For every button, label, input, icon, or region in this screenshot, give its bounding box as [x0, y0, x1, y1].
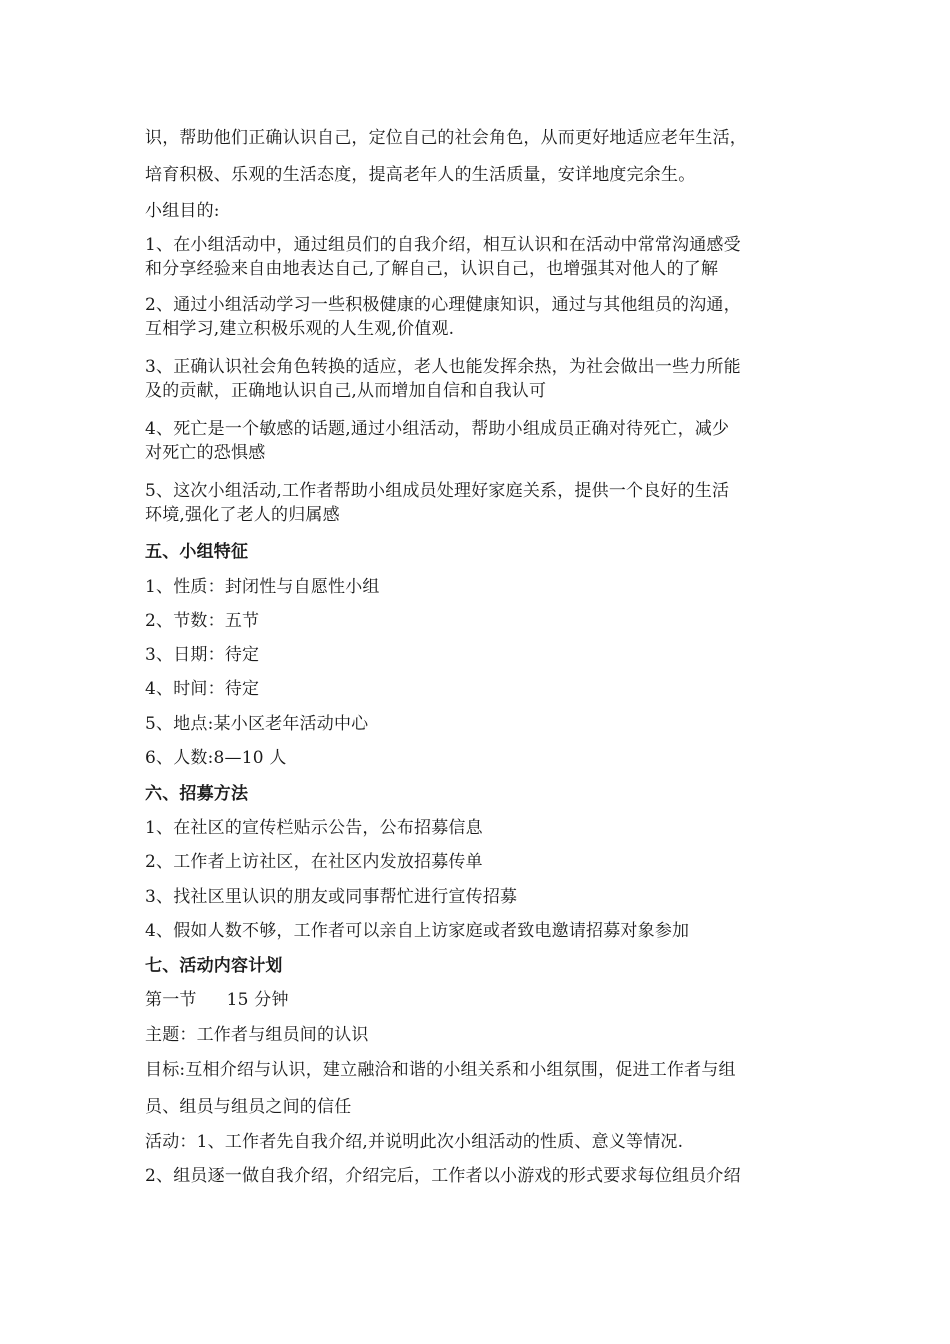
purpose-item-line: 2、通过小组活动学习一些积极健康的心理健康知识，通过与其他组员的沟通，	[145, 295, 741, 315]
purpose-item-line: 及的贡献，正确地认识自己,从而增加自信和自我认可	[145, 381, 547, 401]
purpose-item-line: 互相学习,建立积极乐观的人生观,价值观.	[145, 319, 455, 339]
purpose-item-line: 对死亡的恐惧感	[145, 443, 266, 463]
list-item: 4、时间：待定	[145, 679, 260, 699]
section-heading: 七、活动内容计划	[145, 956, 283, 976]
list-item: 1、性质：封闭性与自愿性小组	[145, 577, 380, 597]
purpose-item-line: 环境,强化了老人的归属感	[145, 505, 340, 525]
purpose-item-line: 4、死亡是一个敏感的话题,通过小组活动，帮助小组成员正确对待死亡，减少	[145, 419, 730, 439]
list-item: 3、日期：待定	[145, 645, 260, 665]
session-activity-line: 2、组员逐一做自我介绍，介绍完后，工作者以小游戏的形式要求每位组员介绍	[145, 1166, 741, 1186]
session-header	[145, 988, 810, 1012]
intro-line: 培育积极、乐观的生活态度，提高老年人的生活质量，安详地度完余生。	[145, 165, 696, 185]
section-heading: 五、小组特征	[145, 542, 249, 562]
session-goal-line: 员、组员与组员之间的信任	[145, 1097, 352, 1117]
purpose-label: 小组目的:	[145, 201, 220, 221]
intro-line: 识，帮助他们正确认识自己，定位自己的社会角色，从而更好地适应老年生活，	[145, 128, 747, 148]
list-item: 6、人数:8—10 人	[145, 748, 287, 768]
session-goal-line: 目标:互相介绍与认识，建立融洽和谐的小组关系和小组氛围，促进工作者与组	[145, 1060, 736, 1080]
session-theme: 主题：工作者与组员间的认识	[145, 1025, 369, 1045]
list-item: 2、节数：五节	[145, 611, 260, 631]
purpose-item-line: 5、这次小组活动,工作者帮助小组成员处理好家庭关系，提供一个良好的生活	[145, 481, 730, 501]
section-heading: 六、招募方法	[145, 784, 249, 804]
session-duration: 15 分钟	[226, 990, 289, 1010]
session-activity-line: 活动：1、工作者先自我介绍,并说明此次小组活动的性质、意义等情况.	[145, 1132, 684, 1152]
list-item: 5、地点:某小区老年活动中心	[145, 714, 369, 734]
purpose-item-line: 1、在小组活动中，通过组员们的自我介绍，相互认识和在活动中常常沟通感受	[145, 235, 741, 255]
purpose-item-line: 和分享经验来自由地表达自己,了解自己，认识自己，也增强其对他人的了解	[145, 259, 719, 279]
session-name: 第一节	[145, 990, 197, 1010]
list-item: 4、假如人数不够，工作者可以亲自上访家庭或者致电邀请招募对象参加	[145, 921, 690, 941]
purpose-item-line: 3、正确认识社会角色转换的适应，老人也能发挥余热，为社会做出一些力所能	[145, 357, 741, 377]
list-item: 2、工作者上访社区，在社区内发放招募传单	[145, 852, 483, 872]
list-item: 3、找社区里认识的朋友或同事帮忙进行宣传招募	[145, 887, 518, 907]
list-item: 1、在社区的宣传栏贴示公告，公布招募信息	[145, 818, 483, 838]
